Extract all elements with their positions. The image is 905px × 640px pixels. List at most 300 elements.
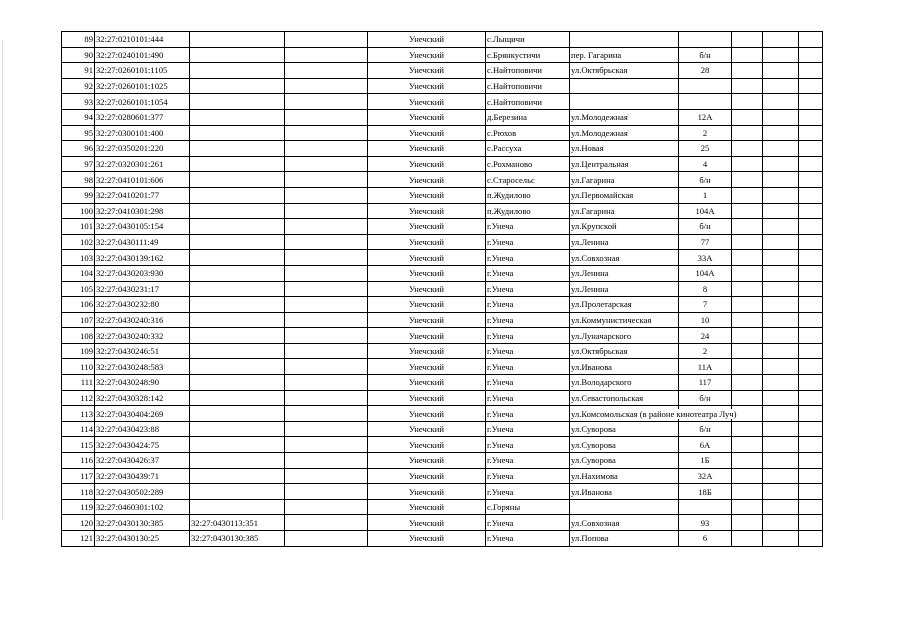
- street-cell: ул.Совхозная: [570, 515, 679, 531]
- row-number: 104: [62, 265, 95, 281]
- district-cell: Унечский: [368, 281, 486, 297]
- table-row: [62, 265, 823, 281]
- related-cadastral-number: [190, 312, 285, 328]
- house-number-cell: 7: [679, 297, 732, 313]
- related-cadastral-number: [190, 125, 285, 141]
- district-cell: Унечский: [368, 203, 486, 219]
- related-cadastral-number: [190, 187, 285, 203]
- empty-cell: [732, 47, 763, 63]
- district-cell: Унечский: [368, 47, 486, 63]
- table-row: [62, 312, 823, 328]
- house-number-cell: 8: [679, 281, 732, 297]
- related-cadastral-number: [190, 32, 285, 48]
- related-cadastral-number: [190, 281, 285, 297]
- row-number: 107: [62, 312, 95, 328]
- house-number-cell: 32А: [679, 468, 732, 484]
- empty-cell: [799, 359, 823, 375]
- house-number-cell: 4: [679, 156, 732, 172]
- empty-cell: [285, 375, 368, 391]
- table-row: [62, 78, 823, 94]
- locality-cell: с.Горяны: [486, 499, 570, 515]
- row-number: 105: [62, 281, 95, 297]
- table-row: [62, 234, 823, 250]
- related-cadastral-number: [190, 468, 285, 484]
- empty-cell: [799, 219, 823, 235]
- district-cell: Унечский: [368, 63, 486, 79]
- empty-cell: [732, 156, 763, 172]
- empty-cell: [732, 172, 763, 188]
- cadastral-number: 32:27:0410101:606: [95, 172, 190, 188]
- row-number: 116: [62, 453, 95, 469]
- street-cell: ул.Пролетарская: [570, 297, 679, 313]
- district-cell: Унечский: [368, 437, 486, 453]
- empty-cell: [732, 203, 763, 219]
- district-cell: Унечский: [368, 297, 486, 313]
- cadastral-number: 32:27:0430240:332: [95, 328, 190, 344]
- empty-cell: [799, 78, 823, 94]
- cadastral-number: 32:27:0320301:261: [95, 156, 190, 172]
- street-cell: ул.Молодежная: [570, 125, 679, 141]
- related-cadastral-number: [190, 328, 285, 344]
- row-number: 115: [62, 437, 95, 453]
- empty-cell: [763, 499, 799, 515]
- cadastral-number: 32:27:0430502:289: [95, 484, 190, 500]
- row-number: 97: [62, 156, 95, 172]
- street-cell: [570, 499, 679, 515]
- row-number: 94: [62, 109, 95, 125]
- locality-cell: г.Унеча: [486, 390, 570, 406]
- empty-cell: [732, 453, 763, 469]
- locality-cell: г.Унеча: [486, 328, 570, 344]
- locality-cell: с.Найтоповичи: [486, 78, 570, 94]
- table-row: [62, 375, 823, 391]
- related-cadastral-number: [190, 250, 285, 266]
- empty-cell: [799, 172, 823, 188]
- empty-cell: [732, 250, 763, 266]
- related-cadastral-number: [190, 343, 285, 359]
- empty-cell: [799, 141, 823, 157]
- house-number-cell: 104А: [679, 203, 732, 219]
- house-number-cell: 28: [679, 63, 732, 79]
- district-cell: Унечский: [368, 515, 486, 531]
- house-number-cell: 77: [679, 234, 732, 250]
- related-cadastral-number: 32:27:0430130:385: [190, 531, 285, 547]
- table-row: [62, 187, 823, 203]
- house-number-cell: 25: [679, 141, 732, 157]
- empty-cell: [285, 141, 368, 157]
- street-cell: ул.Володарского: [570, 375, 679, 391]
- empty-cell: [763, 343, 799, 359]
- empty-cell: [799, 32, 823, 48]
- row-number: 103: [62, 250, 95, 266]
- empty-cell: [732, 63, 763, 79]
- house-number-cell: б/н: [679, 172, 732, 188]
- house-number-cell: 6А: [679, 437, 732, 453]
- table-row: [62, 281, 823, 297]
- empty-cell: [285, 515, 368, 531]
- related-cadastral-number: [190, 141, 285, 157]
- empty-cell: [799, 312, 823, 328]
- empty-cell: [763, 312, 799, 328]
- street-cell: [570, 32, 679, 48]
- empty-cell: [732, 531, 763, 547]
- district-cell: Унечский: [368, 406, 486, 422]
- related-cadastral-number: [190, 63, 285, 79]
- empty-cell: [799, 265, 823, 281]
- house-number-cell: [679, 94, 732, 110]
- empty-cell: [763, 250, 799, 266]
- row-number: 114: [62, 421, 95, 437]
- locality-cell: г.Унеча: [486, 281, 570, 297]
- district-cell: Унечский: [368, 421, 486, 437]
- related-cadastral-number: [190, 453, 285, 469]
- district-cell: Унечский: [368, 343, 486, 359]
- cadastral-number: 32:27:0430439:71: [95, 468, 190, 484]
- empty-cell: [732, 406, 763, 422]
- empty-cell: [732, 297, 763, 313]
- district-cell: Унечский: [368, 109, 486, 125]
- locality-cell: г.Унеча: [486, 453, 570, 469]
- house-number-cell: 93: [679, 515, 732, 531]
- row-number: 118: [62, 484, 95, 500]
- empty-cell: [763, 47, 799, 63]
- row-number: 109: [62, 343, 95, 359]
- row-number: 96: [62, 141, 95, 157]
- district-cell: Унечский: [368, 125, 486, 141]
- row-number: 92: [62, 78, 95, 94]
- row-number: 102: [62, 234, 95, 250]
- row-number: 106: [62, 297, 95, 313]
- related-cadastral-number: [190, 297, 285, 313]
- empty-cell: [285, 281, 368, 297]
- cadastral-number: 32:27:0430203:930: [95, 265, 190, 281]
- locality-cell: г.Унеча: [486, 406, 570, 422]
- empty-cell: [732, 437, 763, 453]
- cadastral-number: 32:27:0430423:88: [95, 421, 190, 437]
- table-row: [62, 94, 823, 110]
- cadastral-number: 32:27:0300101:400: [95, 125, 190, 141]
- locality-cell: г.Унеча: [486, 297, 570, 313]
- street-cell: ул.Новая: [570, 141, 679, 157]
- row-number: 108: [62, 328, 95, 344]
- cadastral-number: 32:27:0430246:51: [95, 343, 190, 359]
- locality-cell: с.Рохманово: [486, 156, 570, 172]
- street-cell: ул.Октябрьская: [570, 63, 679, 79]
- house-number-cell: [679, 32, 732, 48]
- cadastral-number: 32:27:0430105:154: [95, 219, 190, 235]
- locality-cell: с.Старосельс: [486, 172, 570, 188]
- locality-cell: г.Унеча: [486, 265, 570, 281]
- table-row: [62, 109, 823, 125]
- empty-cell: [763, 406, 799, 422]
- locality-cell: г.Унеча: [486, 234, 570, 250]
- row-number: 99: [62, 187, 95, 203]
- empty-cell: [799, 47, 823, 63]
- empty-cell: [763, 78, 799, 94]
- row-number: 110: [62, 359, 95, 375]
- empty-cell: [285, 109, 368, 125]
- empty-cell: [763, 453, 799, 469]
- house-number-cell: 1: [679, 187, 732, 203]
- row-number: 117: [62, 468, 95, 484]
- empty-cell: [285, 359, 368, 375]
- empty-cell: [732, 219, 763, 235]
- related-cadastral-number: [190, 406, 285, 422]
- empty-cell: [285, 156, 368, 172]
- related-cadastral-number: 32:27:0430113:351: [190, 515, 285, 531]
- empty-cell: [285, 453, 368, 469]
- cadastral-number: 32:27:0350201:220: [95, 141, 190, 157]
- empty-cell: [285, 468, 368, 484]
- row-number: 89: [62, 32, 95, 48]
- related-cadastral-number: [190, 437, 285, 453]
- empty-cell: [799, 156, 823, 172]
- row-number: 93: [62, 94, 95, 110]
- locality-cell: г.Унеча: [486, 437, 570, 453]
- related-cadastral-number: [190, 156, 285, 172]
- empty-cell: [732, 234, 763, 250]
- empty-cell: [763, 203, 799, 219]
- locality-cell: г.Унеча: [486, 312, 570, 328]
- house-number-cell: б/н: [679, 219, 732, 235]
- empty-cell: [285, 484, 368, 500]
- table-row: [62, 421, 823, 437]
- empty-cell: [763, 234, 799, 250]
- empty-cell: [799, 63, 823, 79]
- district-cell: Унечский: [368, 172, 486, 188]
- street-cell: ул.Первомайская: [570, 187, 679, 203]
- empty-cell: [799, 234, 823, 250]
- empty-cell: [732, 343, 763, 359]
- empty-cell: [799, 453, 823, 469]
- locality-cell: с.Найтоповичи: [486, 94, 570, 110]
- locality-cell: п.Жудилово: [486, 187, 570, 203]
- house-number-cell: [679, 499, 732, 515]
- empty-cell: [285, 531, 368, 547]
- district-cell: Унечский: [368, 141, 486, 157]
- empty-cell: [763, 515, 799, 531]
- house-number-cell: 24: [679, 328, 732, 344]
- street-cell: пер. Гагарина: [570, 47, 679, 63]
- district-cell: Унечский: [368, 328, 486, 344]
- table-row: [62, 172, 823, 188]
- district-cell: Унечский: [368, 234, 486, 250]
- empty-cell: [732, 141, 763, 157]
- locality-cell: г.Унеча: [486, 359, 570, 375]
- locality-cell: с.Рассуха: [486, 141, 570, 157]
- district-cell: Унечский: [368, 468, 486, 484]
- empty-cell: [799, 406, 823, 422]
- empty-cell: [732, 390, 763, 406]
- cadastral-number: 32:27:0210101:444: [95, 32, 190, 48]
- related-cadastral-number: [190, 390, 285, 406]
- empty-cell: [799, 281, 823, 297]
- empty-cell: [763, 63, 799, 79]
- street-cell: [570, 78, 679, 94]
- locality-cell: г.Унеча: [486, 375, 570, 391]
- cadastral-number: 32:27:0430404:269: [95, 406, 190, 422]
- house-number-cell: 6: [679, 531, 732, 547]
- locality-cell: с.Лыщичи: [486, 32, 570, 48]
- cadastral-number: 32:27:0260101:1054: [95, 94, 190, 110]
- street-cell: ул.Ленина: [570, 265, 679, 281]
- house-number-cell: 10: [679, 312, 732, 328]
- locality-cell: г.Унеча: [486, 484, 570, 500]
- row-number: 119: [62, 499, 95, 515]
- table-row: [62, 250, 823, 266]
- empty-cell: [732, 94, 763, 110]
- empty-cell: [799, 390, 823, 406]
- empty-cell: [763, 437, 799, 453]
- locality-cell: г.Унеча: [486, 343, 570, 359]
- street-cell: ул.Коммунистическая: [570, 312, 679, 328]
- empty-cell: [732, 312, 763, 328]
- empty-cell: [763, 531, 799, 547]
- district-cell: Унечский: [368, 499, 486, 515]
- empty-cell: [763, 484, 799, 500]
- empty-cell: [285, 343, 368, 359]
- street-cell: ул.Попова: [570, 531, 679, 547]
- empty-cell: [732, 468, 763, 484]
- house-number-cell: 11А: [679, 359, 732, 375]
- empty-cell: [799, 109, 823, 125]
- cadastral-number: 32:27:0430139:162: [95, 250, 190, 266]
- cadastral-number: 32:27:0430248:90: [95, 375, 190, 391]
- table-row: [62, 203, 823, 219]
- locality-cell: г.Унеча: [486, 468, 570, 484]
- street-cell: [570, 94, 679, 110]
- empty-cell: [763, 172, 799, 188]
- empty-cell: [799, 468, 823, 484]
- street-long-text: ул.Комсомольская (в районе кинотеатра Луч): [571, 408, 737, 419]
- empty-cell: [799, 250, 823, 266]
- empty-cell: [285, 63, 368, 79]
- related-cadastral-number: [190, 203, 285, 219]
- locality-cell: с.Брянкустичи: [486, 47, 570, 63]
- cadastral-number: 32:27:0430248:583: [95, 359, 190, 375]
- empty-cell: [285, 265, 368, 281]
- street-cell: ул.Иванова: [570, 359, 679, 375]
- empty-cell: [732, 328, 763, 344]
- street-cell: ул.Иванова: [570, 484, 679, 500]
- district-cell: Унечский: [368, 390, 486, 406]
- street-cell: ул.Суворова: [570, 437, 679, 453]
- empty-cell: [285, 172, 368, 188]
- empty-cell: [732, 281, 763, 297]
- related-cadastral-number: [190, 421, 285, 437]
- empty-cell: [763, 109, 799, 125]
- related-cadastral-number: [190, 359, 285, 375]
- district-cell: Унечский: [368, 219, 486, 235]
- house-number-cell: 1Б: [679, 453, 732, 469]
- row-number: 90: [62, 47, 95, 63]
- district-cell: Унечский: [368, 265, 486, 281]
- related-cadastral-number: [190, 109, 285, 125]
- locality-cell: д.Березина: [486, 109, 570, 125]
- empty-cell: [799, 343, 823, 359]
- empty-cell: [732, 187, 763, 203]
- empty-cell: [799, 484, 823, 500]
- district-cell: Унечский: [368, 187, 486, 203]
- locality-cell: п.Жудилово: [486, 203, 570, 219]
- empty-cell: [285, 47, 368, 63]
- empty-cell: [763, 297, 799, 313]
- empty-cell: [285, 219, 368, 235]
- table-row: [62, 359, 823, 375]
- related-cadastral-number: [190, 499, 285, 515]
- cadastral-number: 32:27:0430231:17: [95, 281, 190, 297]
- empty-cell: [732, 109, 763, 125]
- locality-cell: с.Рюхов: [486, 125, 570, 141]
- table-row: [62, 390, 823, 406]
- related-cadastral-number: [190, 219, 285, 235]
- street-cell: ул.Суворова: [570, 453, 679, 469]
- street-cell: ул.Нахимова: [570, 468, 679, 484]
- empty-cell: [763, 359, 799, 375]
- empty-cell: [763, 328, 799, 344]
- row-number: 91: [62, 63, 95, 79]
- empty-cell: [285, 421, 368, 437]
- empty-cell: [763, 421, 799, 437]
- house-number-cell: 33А: [679, 250, 732, 266]
- table-row: [62, 343, 823, 359]
- table-row: [62, 219, 823, 235]
- cadastral-number: 32:27:0410301:298: [95, 203, 190, 219]
- empty-cell: [763, 281, 799, 297]
- empty-cell: [285, 78, 368, 94]
- row-number: 112: [62, 390, 95, 406]
- related-cadastral-number: [190, 234, 285, 250]
- empty-cell: [799, 499, 823, 515]
- empty-cell: [799, 421, 823, 437]
- house-number-cell: 12А: [679, 109, 732, 125]
- house-number-cell: б/н: [679, 47, 732, 63]
- empty-cell: [285, 250, 368, 266]
- empty-cell: [285, 234, 368, 250]
- table-row: [62, 125, 823, 141]
- street-cell: ул.Ленина: [570, 234, 679, 250]
- row-number: 121: [62, 531, 95, 547]
- street-cell: ул.Крупской: [570, 219, 679, 235]
- empty-cell: [285, 406, 368, 422]
- empty-cell: [799, 125, 823, 141]
- table-row: [62, 32, 823, 48]
- cadastral-number: 32:27:0430232:80: [95, 297, 190, 313]
- house-number-cell: 2: [679, 125, 732, 141]
- related-cadastral-number: [190, 265, 285, 281]
- table-row: [62, 328, 823, 344]
- empty-cell: [763, 265, 799, 281]
- empty-cell: [763, 125, 799, 141]
- street-cell: ул.Луначарского: [570, 328, 679, 344]
- row-number: 95: [62, 125, 95, 141]
- empty-cell: [285, 187, 368, 203]
- table-row: [62, 297, 823, 313]
- empty-cell: [799, 297, 823, 313]
- district-cell: Унечский: [368, 312, 486, 328]
- house-number-cell: [679, 78, 732, 94]
- street-cell: ул.Ленина: [570, 281, 679, 297]
- cadastral-number: 32:27:0260101:1105: [95, 63, 190, 79]
- locality-cell: г.Унеча: [486, 421, 570, 437]
- table-row: [62, 453, 823, 469]
- cadastral-number: 32:27:0410201:77: [95, 187, 190, 203]
- district-cell: Унечский: [368, 531, 486, 547]
- row-number: 100: [62, 203, 95, 219]
- empty-cell: [763, 468, 799, 484]
- cadastral-number: 32:27:0280601:377: [95, 109, 190, 125]
- empty-cell: [763, 32, 799, 48]
